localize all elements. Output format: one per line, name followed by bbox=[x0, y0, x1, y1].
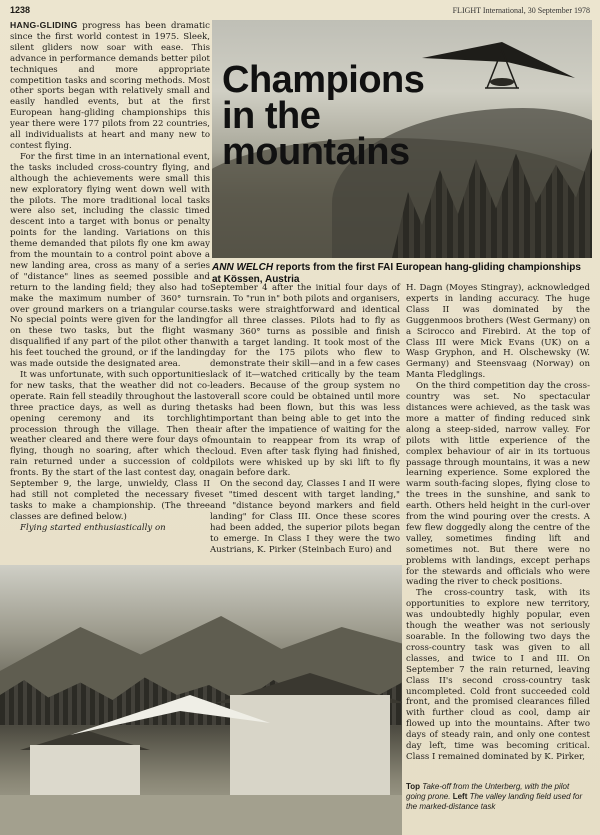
body-column-3 bbox=[406, 283, 590, 763]
intro-lead-in: HANG-GLIDING bbox=[10, 20, 78, 30]
col2-paragraph-1: September 4 after the initial four days of rain. To "run in" both pilots and organisers, tasks were straightforward and identical for all three classes. Pilots had to fly as many 360° turns as possible and finish with a target landing. It took most of the day for the 175 pilots who flew to demonstrate their skill—and in a few cases lack of it—watched critically by the team leaders. Because of the group system no overall score could be obtained until more tasks had been flown, but this was less important than being able to get into the air after the impatience of waiting for the mountain to reappear from its wrap of cloud. Even after task flying had finished, pilots were whisked up by ski lift to fly again before dark. bbox=[210, 283, 400, 479]
intro-paragraph-4: Flying started enthusiastically on bbox=[20, 522, 166, 533]
col3-paragraph-1: H. Dagn (Moyes Stingray), acknowledged experts in landing accuracy. The huge Class II was dominated by the Guggenmoos brothers (West Germany) on a Scirocco and Firebird. At the top of Class III were Mick Evans (UK) on a Wasp Gryphon, and H. Olschewsky (W. Germany) and Steensvaag (Norway) on Manta Fledglings. bbox=[406, 283, 590, 381]
col2-paragraph-2: On the second day, Classes I and II were set "timed descent with target landing," and "distance beyond markers and field landing" for Class III. Once these scores had been added, the superior pilots began to emerge. In Class I they were the two Austrians, K. Pirker (Steinbach Euro) and bbox=[210, 479, 400, 555]
running-head: FLIGHT International, 30 September 1978 bbox=[452, 6, 590, 15]
chalet bbox=[230, 695, 390, 795]
author-name: ANN WELCH bbox=[212, 262, 274, 273]
intro-paragraph-1: HANG-GLIDING progress has been dramatic since the first world contest in 1975. Sleek, silent gliders now soar with ease. This advance in performance demands better pilot techniques and more appropriate competition tasks and scoring methods. Most other sports began with relatively small and easily handled events, but at the first European hang-gliding championships this year there were 177 pilots from 22 countries, all individualists at heart and many new to contest flying. bbox=[10, 20, 210, 151]
intro-paragraph-2: For the first time in an international event, the tasks included cross-country flying, and although the achievements were small this new exploratory flying went down well with the pilots. The more traditional local tasks were also set, including the classic timed descent into a target with bonus or penalty points for the landing. Variations on this theme demanded that pilots fly one km away from the mountain to a control point above a new landing area, cross as many of a series of "distance" lines as seemed possible and return to the landing field; they also had to make the maximum number of 360° turns over ground markers on a triangular course. No special points were given for the landing on these two tasks, but the flight was disqualified if any part of the pilot other than his feet touched the ground, or if the landing was made outside the designated area. bbox=[10, 151, 210, 370]
col3-paragraph-3: The cross-country task, with its opportunities to explore new territory, was undoubtedly highly popular, even though the weather was not seriously soarable. In the following two days the cross-country task was given to all classes, and twice to I and III. On September 7 the rain returned, leaving Class II's second cross-country task uncompleted. Cold front succeeded cold front, and the promised clearances filled with further cloud as cool, damp air flowed up into the mountains. After two days of steady rain, and only one contest day left, time was becoming critical. Class I remained dominated by K. Pirker, bbox=[406, 588, 590, 762]
valley-landing-field-photo bbox=[0, 565, 402, 835]
article-headline bbox=[222, 59, 425, 173]
page-number: 1238 bbox=[10, 5, 31, 15]
col3-paragraph-2: On the third competition day the cross-country was set. No spectacular distances were achieved, as the task was more a matter of finding reduced sink along a steep-sided, narrow valley. For pilots with little experience of the complex behaviour of air in its tortuous passage through mountains, it was a new learning experience. Some explored the warm south-facing slopes, flying close to the trees in the sunshine, and sank to earth. Others held height in the curl-over from the wind pouring over the crests. A few flew doggedly along the centre of the valley, sometimes finding lift and sometimes not. But there were no problems with landings, except perhaps for the stewards and officials who were wading the river to check positions. bbox=[406, 381, 590, 588]
intro-paragraph-3: It was unfortunate, with such opportunities for new tasks, that the weather did not co-operate. Rain fell steadily throughout the last three practice days, as well as during the opening ceremony and its torchlight procession through the village. Then the weather cleared and there were four days of flying, though no soaring, after which the rain returned under a succession of cold fronts. By the start of the last contest day, on September 9, the large, unwieldy, Class II had still not completed the necessary five tasks to make a championship. (The three classes are defined below.) bbox=[10, 370, 210, 522]
headline-line-3: mountains bbox=[222, 131, 410, 173]
hang-glider-icon bbox=[417, 40, 577, 110]
headline-line-1: Champions bbox=[222, 59, 425, 101]
intro-column bbox=[10, 20, 210, 534]
deck-text: reports from the first FAI European hang-gliding championships at Kössen, Austria bbox=[212, 262, 581, 285]
body-column-2 bbox=[210, 283, 400, 556]
headline-line-2: in the bbox=[222, 95, 321, 137]
landing-field bbox=[0, 795, 402, 835]
photo-caption: Top Take-off from the Unterberg, with the pilot going prone. Left The valley landing field used for the marked-distance task bbox=[406, 782, 583, 811]
